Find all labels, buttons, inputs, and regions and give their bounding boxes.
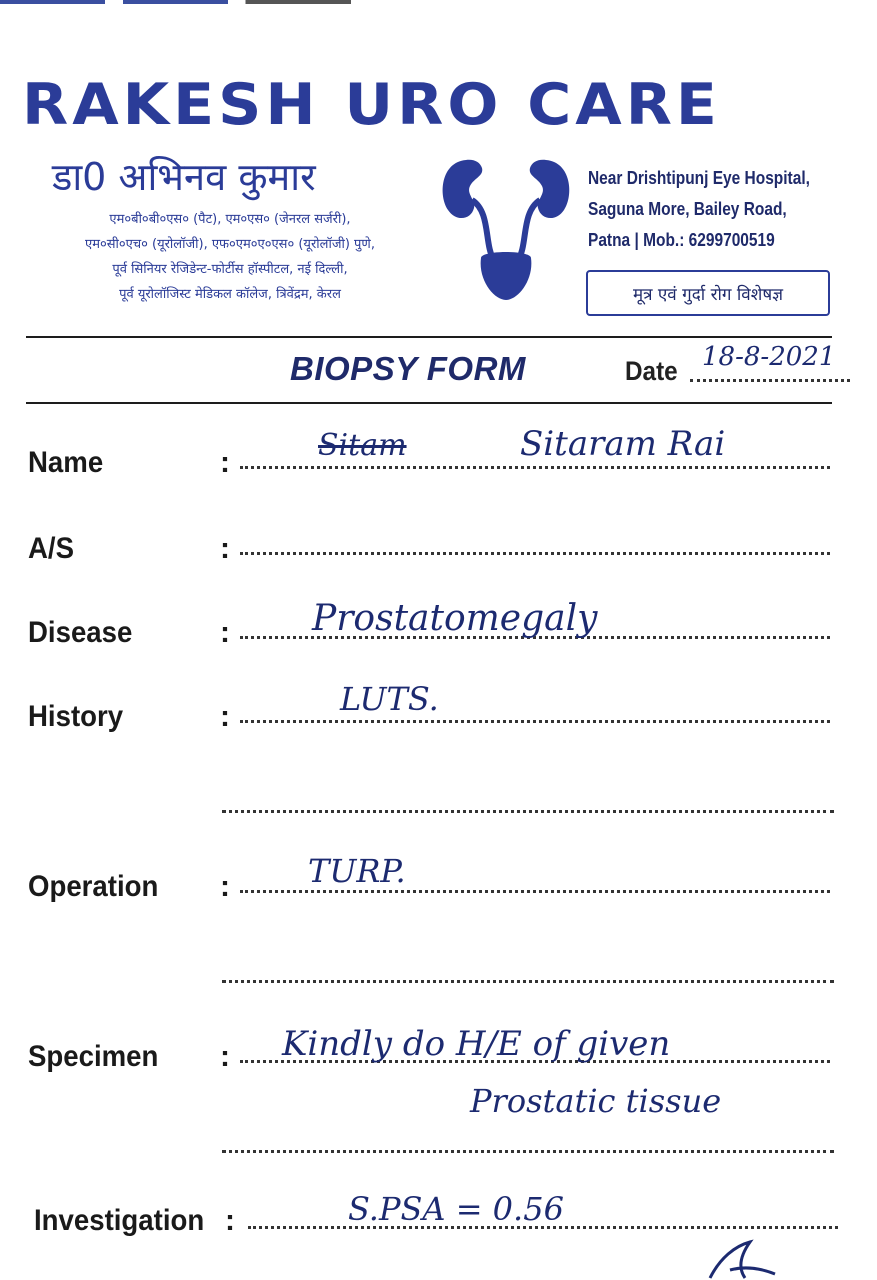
disease-value[interactable]: Prostatomegaly bbox=[312, 598, 598, 639]
address-line: Near Drishtipunj Eye Hospital, bbox=[588, 168, 810, 188]
date-value[interactable]: 18-8-2021 bbox=[702, 342, 836, 372]
name-value[interactable]: Sitaram Rai bbox=[520, 424, 726, 464]
name-struck-text: Sitam bbox=[318, 428, 407, 463]
operation-line bbox=[240, 890, 830, 893]
address-line: Saguna More, Bailey Road, bbox=[588, 199, 787, 219]
investigation-label: Investigation bbox=[34, 1204, 205, 1237]
address-line: Patna | Mob.: 6299700519 bbox=[588, 230, 775, 250]
specimen-value-line2[interactable]: Prostatic tissue bbox=[470, 1082, 722, 1120]
age-sex-label: A/S bbox=[28, 532, 75, 565]
name-colon: : bbox=[220, 446, 230, 479]
kidney-bladder-icon bbox=[436, 150, 576, 310]
history-label: History bbox=[28, 700, 124, 733]
age-sex-colon: : bbox=[220, 532, 230, 565]
disease-colon: : bbox=[220, 616, 230, 649]
doctor-name: डा0 अभिनव कुमार bbox=[52, 155, 316, 199]
history-line bbox=[240, 720, 830, 723]
qualification-line: पूर्व सिनियर रेजिडेन्ट-फोर्टीस हॉस्पीटल, नई दिल्ली, bbox=[112, 262, 348, 277]
qualification-line: एम०बी०बी०एस० (पैट), एम०एस० (जेनरल सर्जरी), bbox=[109, 212, 351, 227]
operation-label: Operation bbox=[28, 870, 159, 903]
qualification-line: एम०सी०एच० (यूरोलॉजी), एफ०एम०ए०एस० (यूरोलॉजी) पुणे, bbox=[85, 237, 375, 252]
date-line bbox=[690, 379, 850, 382]
investigation-colon: : bbox=[225, 1204, 235, 1237]
signature-mark bbox=[700, 1238, 780, 1280]
doctor-qualifications bbox=[20, 207, 440, 307]
form-title: BIOPSY FORM bbox=[290, 350, 526, 387]
operation-value[interactable]: TURP. bbox=[308, 852, 406, 890]
name-line bbox=[240, 466, 830, 469]
operation-line-2[interactable] bbox=[222, 980, 834, 983]
age-sex-line[interactable] bbox=[240, 552, 830, 555]
clinic-name: RAKESH URO CARE bbox=[22, 71, 721, 139]
disease-label: Disease bbox=[28, 616, 133, 649]
title-divider bbox=[26, 402, 832, 404]
history-line-2[interactable] bbox=[222, 810, 834, 813]
investigation-value[interactable]: S.PSA = 0.56 bbox=[348, 1190, 564, 1228]
specialty-badge: मूत्र एवं गुर्दा रोग विशेषज्ञ bbox=[586, 270, 830, 316]
header-divider bbox=[26, 336, 832, 338]
qualification-line: पूर्व यूरोलॉजिस्ट मेडिकल कॉलेज, त्रिवेंद्रम, केरल bbox=[119, 287, 341, 302]
name-label: Name bbox=[28, 446, 104, 479]
date-label: Date bbox=[625, 356, 678, 386]
history-colon: : bbox=[220, 700, 230, 733]
clinic-address bbox=[588, 163, 820, 256]
specimen-value-line1[interactable]: Kindly do H/E of given bbox=[282, 1024, 671, 1064]
specimen-label: Specimen bbox=[28, 1040, 159, 1073]
history-value[interactable]: LUTS. bbox=[340, 680, 439, 718]
top-color-strip bbox=[0, 0, 877, 4]
specimen-colon: : bbox=[220, 1040, 230, 1073]
specimen-line-2[interactable] bbox=[222, 1150, 834, 1153]
operation-colon: : bbox=[220, 870, 230, 903]
